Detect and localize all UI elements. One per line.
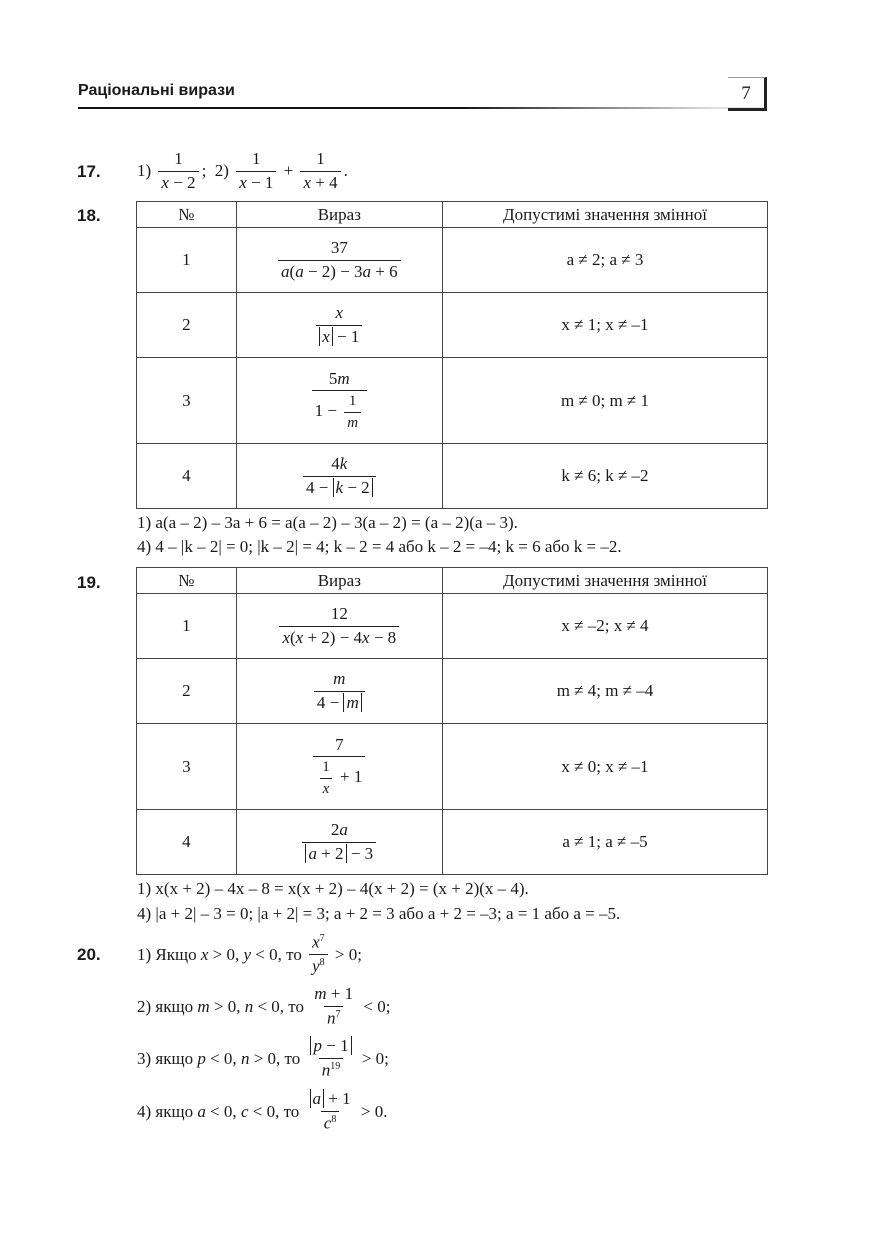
table-row xyxy=(137,444,768,509)
row-allowed-values: x ≠ –2; x ≠ 4 xyxy=(442,594,767,659)
problem-18-note-1: 1) a(a – 2) – 3a + 6 = a(a – 2) – 3(a – 2) = (a – 2)(a – 3). xyxy=(137,513,518,532)
problem-19-number: 19. xyxy=(77,573,101,592)
problem-18-table xyxy=(136,201,768,509)
row-expression: $\frac{2a}{a + 2 - 3}$ xyxy=(236,810,442,875)
row-number: 2 xyxy=(137,293,237,358)
row-expression: $\frac{m}{4 - m}$ xyxy=(236,659,442,724)
page-number: 7 xyxy=(728,77,767,111)
row-expression: $\frac{x}{x - 1}$ xyxy=(236,293,442,358)
col-header-number: № xyxy=(137,202,237,228)
row-allowed-values: x ≠ 1; x ≠ –1 xyxy=(442,293,767,358)
row-allowed-values: m ≠ 4; m ≠ –4 xyxy=(442,659,767,724)
table-row xyxy=(137,659,768,724)
problem-20-number: 20. xyxy=(77,945,101,964)
row-expression: 7 $\frac{1}{x}$ + 1 xyxy=(236,724,442,810)
row-allowed-values: m ≠ 0; m ≠ 1 xyxy=(442,358,767,444)
page-header-title: Раціональні вирази xyxy=(78,82,235,99)
row-number: 1 xyxy=(137,594,237,659)
problem-19-table xyxy=(136,567,768,875)
problem-20-item-4: 4) якщо a < 0, c < 0, то $\frac{a + 1}{c^8}$ > 0. xyxy=(137,1089,388,1133)
problem-20-item-1: 1) Якщо x > 0, y < 0, то $\frac{x^7}{y^8}$ > 0; xyxy=(137,932,362,976)
row-expression: $\frac{12}{x(x + 2) - 4x - 8}$ xyxy=(236,594,442,659)
col-header-expression: Вираз xyxy=(236,568,442,594)
table-row xyxy=(137,724,768,810)
row-allowed-values: x ≠ 0; x ≠ –1 xyxy=(442,724,767,810)
problem-19-note-1: 1) x(x + 2) – 4x – 8 = x(x + 2) – 4(x + 2) = (x + 2)(x – 4). xyxy=(137,879,529,898)
row-expression: 5m 1 − $\frac{1}{m}$ xyxy=(236,358,442,444)
col-header-number: № xyxy=(137,568,237,594)
row-number: 4 xyxy=(137,444,237,509)
problem-18-number: 18. xyxy=(77,206,101,225)
table-row xyxy=(137,293,768,358)
problem-18-note-2: 4) 4 – |k – 2| = 0; |k – 2| = 4; k – 2 = 4 або k – 2 = –4; k = 6 або k = –2. xyxy=(137,537,622,556)
row-number: 3 xyxy=(137,358,237,444)
col-header-expression: Вираз xyxy=(236,202,442,228)
row-expression: $\frac{4k}{4 - k - 2}$ xyxy=(236,444,442,509)
row-allowed-values: k ≠ 6; k ≠ –2 xyxy=(442,444,767,509)
table-row xyxy=(137,228,768,293)
col-header-allowed-values: Допустимі значення змінної xyxy=(442,202,767,228)
header-rule xyxy=(78,107,768,109)
col-header-allowed-values: Допустимі значення змінної xyxy=(442,568,767,594)
problem-20-item-2: 2) якщо m > 0, n < 0, то $\frac{m + 1}{n^7}$ < 0; xyxy=(137,984,391,1028)
row-number: 3 xyxy=(137,724,237,810)
row-allowed-values: a ≠ 2; a ≠ 3 xyxy=(442,228,767,293)
problem-20-item-3: 3) якщо p < 0, n > 0, то $\frac{p - 1}{n^{19}}$ > 0; xyxy=(137,1036,389,1080)
table-row xyxy=(137,358,768,444)
table-row xyxy=(137,594,768,659)
row-expression: $\frac{37}{a(a - 2) - 3a + 6}$ xyxy=(236,228,442,293)
problem-17-number: 17. xyxy=(77,162,101,181)
row-allowed-values: a ≠ 1; a ≠ –5 xyxy=(442,810,767,875)
problem-19-note-2: 4) |a + 2| – 3 = 0; |a + 2| = 3; a + 2 = 3 або a + 2 = –3; a = 1 або a = –5. xyxy=(137,904,621,923)
row-number: 2 xyxy=(137,659,237,724)
row-number: 4 xyxy=(137,810,237,875)
problem-17-answer: 1) $\frac{1}{x - 2}$ ; 2) $\frac{1}{x - 1}$ + $\frac{1}{x + 4}$ . xyxy=(137,149,348,192)
table-row xyxy=(137,810,768,875)
row-number: 1 xyxy=(137,228,237,293)
